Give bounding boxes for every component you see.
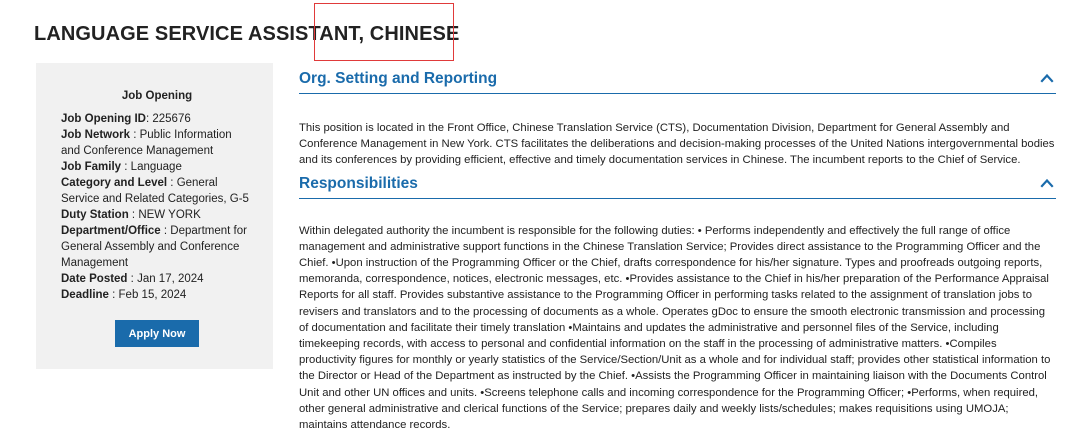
field-label: Duty Station	[61, 209, 129, 221]
field-value: Language	[130, 161, 182, 173]
field-label: Job Network	[61, 129, 131, 141]
field-label: Deadline	[61, 289, 109, 301]
apply-wrap	[61, 320, 253, 347]
field-deadline: Deadline : Feb 15, 2024	[61, 289, 187, 301]
field-value: Public Information and Conference Management	[61, 129, 232, 157]
section-header-org-setting[interactable]	[299, 67, 1056, 94]
field-label: Job Family	[61, 161, 122, 173]
page-title: LANGUAGE SERVICE ASSISTANT, CHINESE	[34, 23, 460, 45]
field-value: NEW YORK	[138, 209, 201, 221]
field-date-posted: Date Posted : Jan 17, 2024	[61, 273, 204, 285]
field-value: Department for General Assembly and Conference Management	[61, 225, 247, 269]
field-value: Feb 15, 2024	[118, 289, 187, 301]
org-setting-text: This position is located in the Front Office, Chinese Translation Service (CTS), Documentation Division, Department for General Assembly and Conference Management in New York. CTS facilitates the deliberations and decision-making processes of the United Nations intergovernmental bodies and its conferences by providing efficient, effective and timely documentation services in Chinese. The incumbent reports to the Chief of Service.	[299, 122, 1055, 167]
field-department-office: Department/Office : Department for General Assembly and Conference Management	[61, 225, 247, 269]
field-value: Jan 17, 2024	[137, 273, 204, 285]
field-job-family: Job Family : Language	[61, 161, 182, 173]
field-label: Department/Office	[61, 225, 161, 237]
field-duty-station: Duty Station : NEW YORK	[61, 209, 201, 221]
field-label: Job Opening ID	[61, 113, 146, 125]
field-job-network: Job Network : Public Information and Conference Management	[61, 129, 232, 157]
field-value: General Service and Related Categories, G-5	[61, 177, 249, 205]
job-opening-sidebar	[36, 63, 273, 369]
field-job-opening-id: Job Opening ID: 225676	[61, 113, 191, 125]
chevron-up-icon[interactable]	[1040, 176, 1054, 190]
field-label: Date Posted	[61, 273, 128, 285]
sidebar-heading: Job Opening	[121, 90, 193, 102]
chevron-up-icon[interactable]	[1040, 71, 1054, 85]
field-label: Category and Level	[61, 177, 168, 189]
field-category-level: Category and Level : General Service and Related Categories, G-5	[61, 177, 249, 205]
field-value: 225676	[152, 113, 191, 125]
responsibilities-text: Within delegated authority the incumbent is responsible for the following duties: • Performs independently and effectively the full range of office management and administrative support functions in the Chinese Translation Service; Provides direct assistance to the Programming Officer and the Chief. •Upon instruction of the Programming Officer or the Chief, drafts correspondence for his/her signature. Types and proofreads outgoing reports, memoranda, correspondence, notices, electronic messages, etc. •Provides assistance to the Chief in his/her preparation of the Performance Appraisal Reports for all staff. Provides substantive assistance to the Programming Officer in performing tasks related to the assignment of translation jobs to revisers and translators and to the processing of documents as a whole. Operates gDoc to ensure the smooth electronic transmission and processing of documentation and facilitate their timely translation •Maintains and updates the administrative and personnel files of the Service, including timekeeping records, with access to personal and confidential information on the staff in the processing of administrative matters. •Compiles productivity figures for monthly or yearly statistics of the Service/Section/Unit as a whole and for individual staff; provides other statistical information to the Director or Head of the Department as instructed by the Chief. •Assists the Programming Officer in maintaining liaison with the Documents Control Unit and other UN offices and units. •Screens telephone calls and incoming correspondence for the Programming Officer; •Performs, when required, other general administrative and clerical functions of the Service; prepares daily and weekly lists/schedules; makes requisitions using UMOJA; maintains attendance records.	[299, 224, 1051, 432]
job-description	[299, 67, 1056, 433]
section-header-responsibilities[interactable]	[299, 172, 1056, 199]
apply-now-button[interactable]: Apply Now	[115, 320, 199, 347]
section-title: Responsibilities	[299, 174, 418, 192]
section-title: Org. Setting and Reporting	[299, 70, 498, 87]
